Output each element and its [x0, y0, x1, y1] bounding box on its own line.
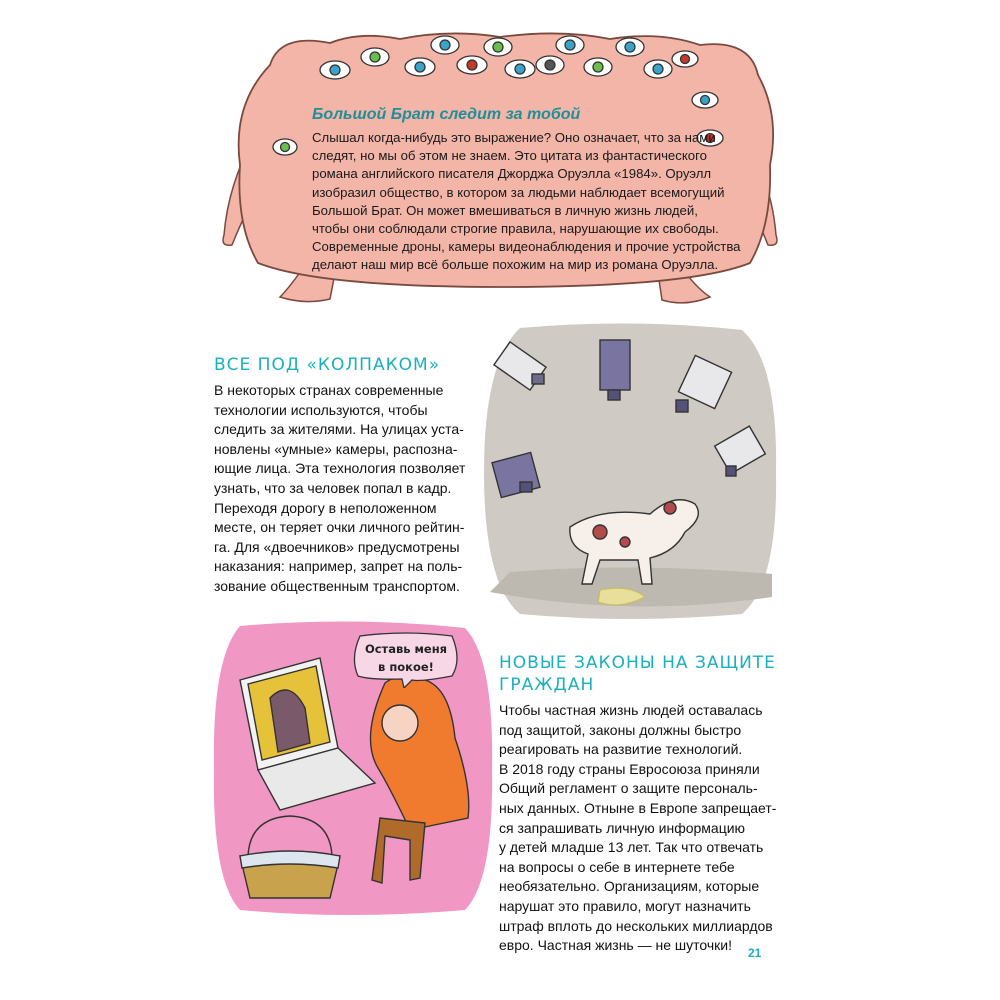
text-line: евро. Частная жизнь — не шуточки!: [499, 937, 733, 954]
text-line: следят, но мы об этом не знаем. Это цитата из фантастического: [312, 148, 707, 164]
text-line: Чтобы частная жизнь людей оставалась: [499, 702, 763, 718]
text-line: зование общественным транспортом.: [214, 577, 460, 594]
bubble-line: в покое!: [378, 660, 434, 674]
page-number: 21: [748, 946, 762, 960]
text-line: реагировать на развитие технологий.: [499, 741, 743, 758]
text-line: романа английского писателя Джорджа Оруэлла «1984». Оруэлл: [312, 166, 712, 182]
cameras-dog-illustration: [480, 322, 780, 622]
text-line: нарушат это правило, могут назначить: [499, 897, 751, 914]
text-line: делают наш мир всё больше похожим на мир из романа Оруэлла.: [312, 257, 719, 273]
text-line: ных данных. Отныне в Европе запрещает-: [499, 799, 777, 816]
bubble-line: Оставь меня: [364, 642, 448, 656]
heading-line: ГРАЖДАН: [499, 675, 595, 695]
text-line: ся запрашивать личную информацию: [499, 819, 746, 836]
speech-bubble-text: [354, 640, 458, 676]
section-laws-text: [499, 701, 779, 956]
text-line: технологии используются, чтобы: [214, 401, 428, 418]
text-line: Большой Брат. Он может вмешиваться в личную жизнь людей,: [312, 202, 698, 218]
text-line: на вопросы о себе в интернете тебе: [499, 858, 735, 875]
text-line: В некоторых странах современные: [214, 382, 444, 398]
text-line: узнать, что за человек попал в кадр.: [214, 479, 452, 496]
section-laws-heading: [499, 652, 779, 696]
text-line: Современные дроны, камеры видеонаблюдения и прочие устройства: [312, 239, 741, 255]
text-line: Слышал когда-нибудь это выражение? Оно означает, что за нами: [312, 130, 716, 145]
text-line: В 2018 году страны Евросоюза приняли: [499, 760, 760, 777]
big-brother-text: [312, 129, 752, 275]
text-line: следить за жителями. На улицах уста-: [214, 421, 464, 438]
text-line: Общий регламент о защите персональ-: [499, 780, 758, 797]
text-line: под защитой, законы должны быстро: [499, 721, 742, 738]
text-line: Переходя дорогу в неположенном: [214, 499, 437, 516]
text-line: изобразил общество, в котором за людьми наблюдает всемогущий: [312, 184, 725, 200]
text-line: чтобы они соблюдали строгие правила, нарушающие их свободы.: [312, 221, 719, 237]
text-line: месте, он теряет очки личного рейтин-: [214, 519, 465, 536]
text-line: ющие лица. Эта технология позволяет: [214, 460, 466, 477]
text-line: га. Для «двоечников» предусмотрены: [214, 538, 460, 555]
text-line: наказания: например, запрет на поль-: [214, 558, 463, 575]
text-line: новлены «умные» камеры, распозна-: [214, 440, 458, 457]
section-cameras-text: [214, 381, 474, 597]
text-line: штраф вплоть до нескольких миллиардов: [499, 917, 773, 934]
heading-line: НОВЫЕ ЗАКОНЫ НА ЗАЩИТЕ: [499, 653, 776, 673]
text-line: необязательно. Организациям, которые: [499, 878, 760, 895]
section-cameras-heading: ВСЕ ПОД «КОЛПАКОМ»: [214, 355, 441, 375]
text-line: у детей младше 13 лет. Так что отвечать: [499, 839, 764, 856]
big-brother-title: Большой Брат следит за тобой: [312, 106, 581, 123]
